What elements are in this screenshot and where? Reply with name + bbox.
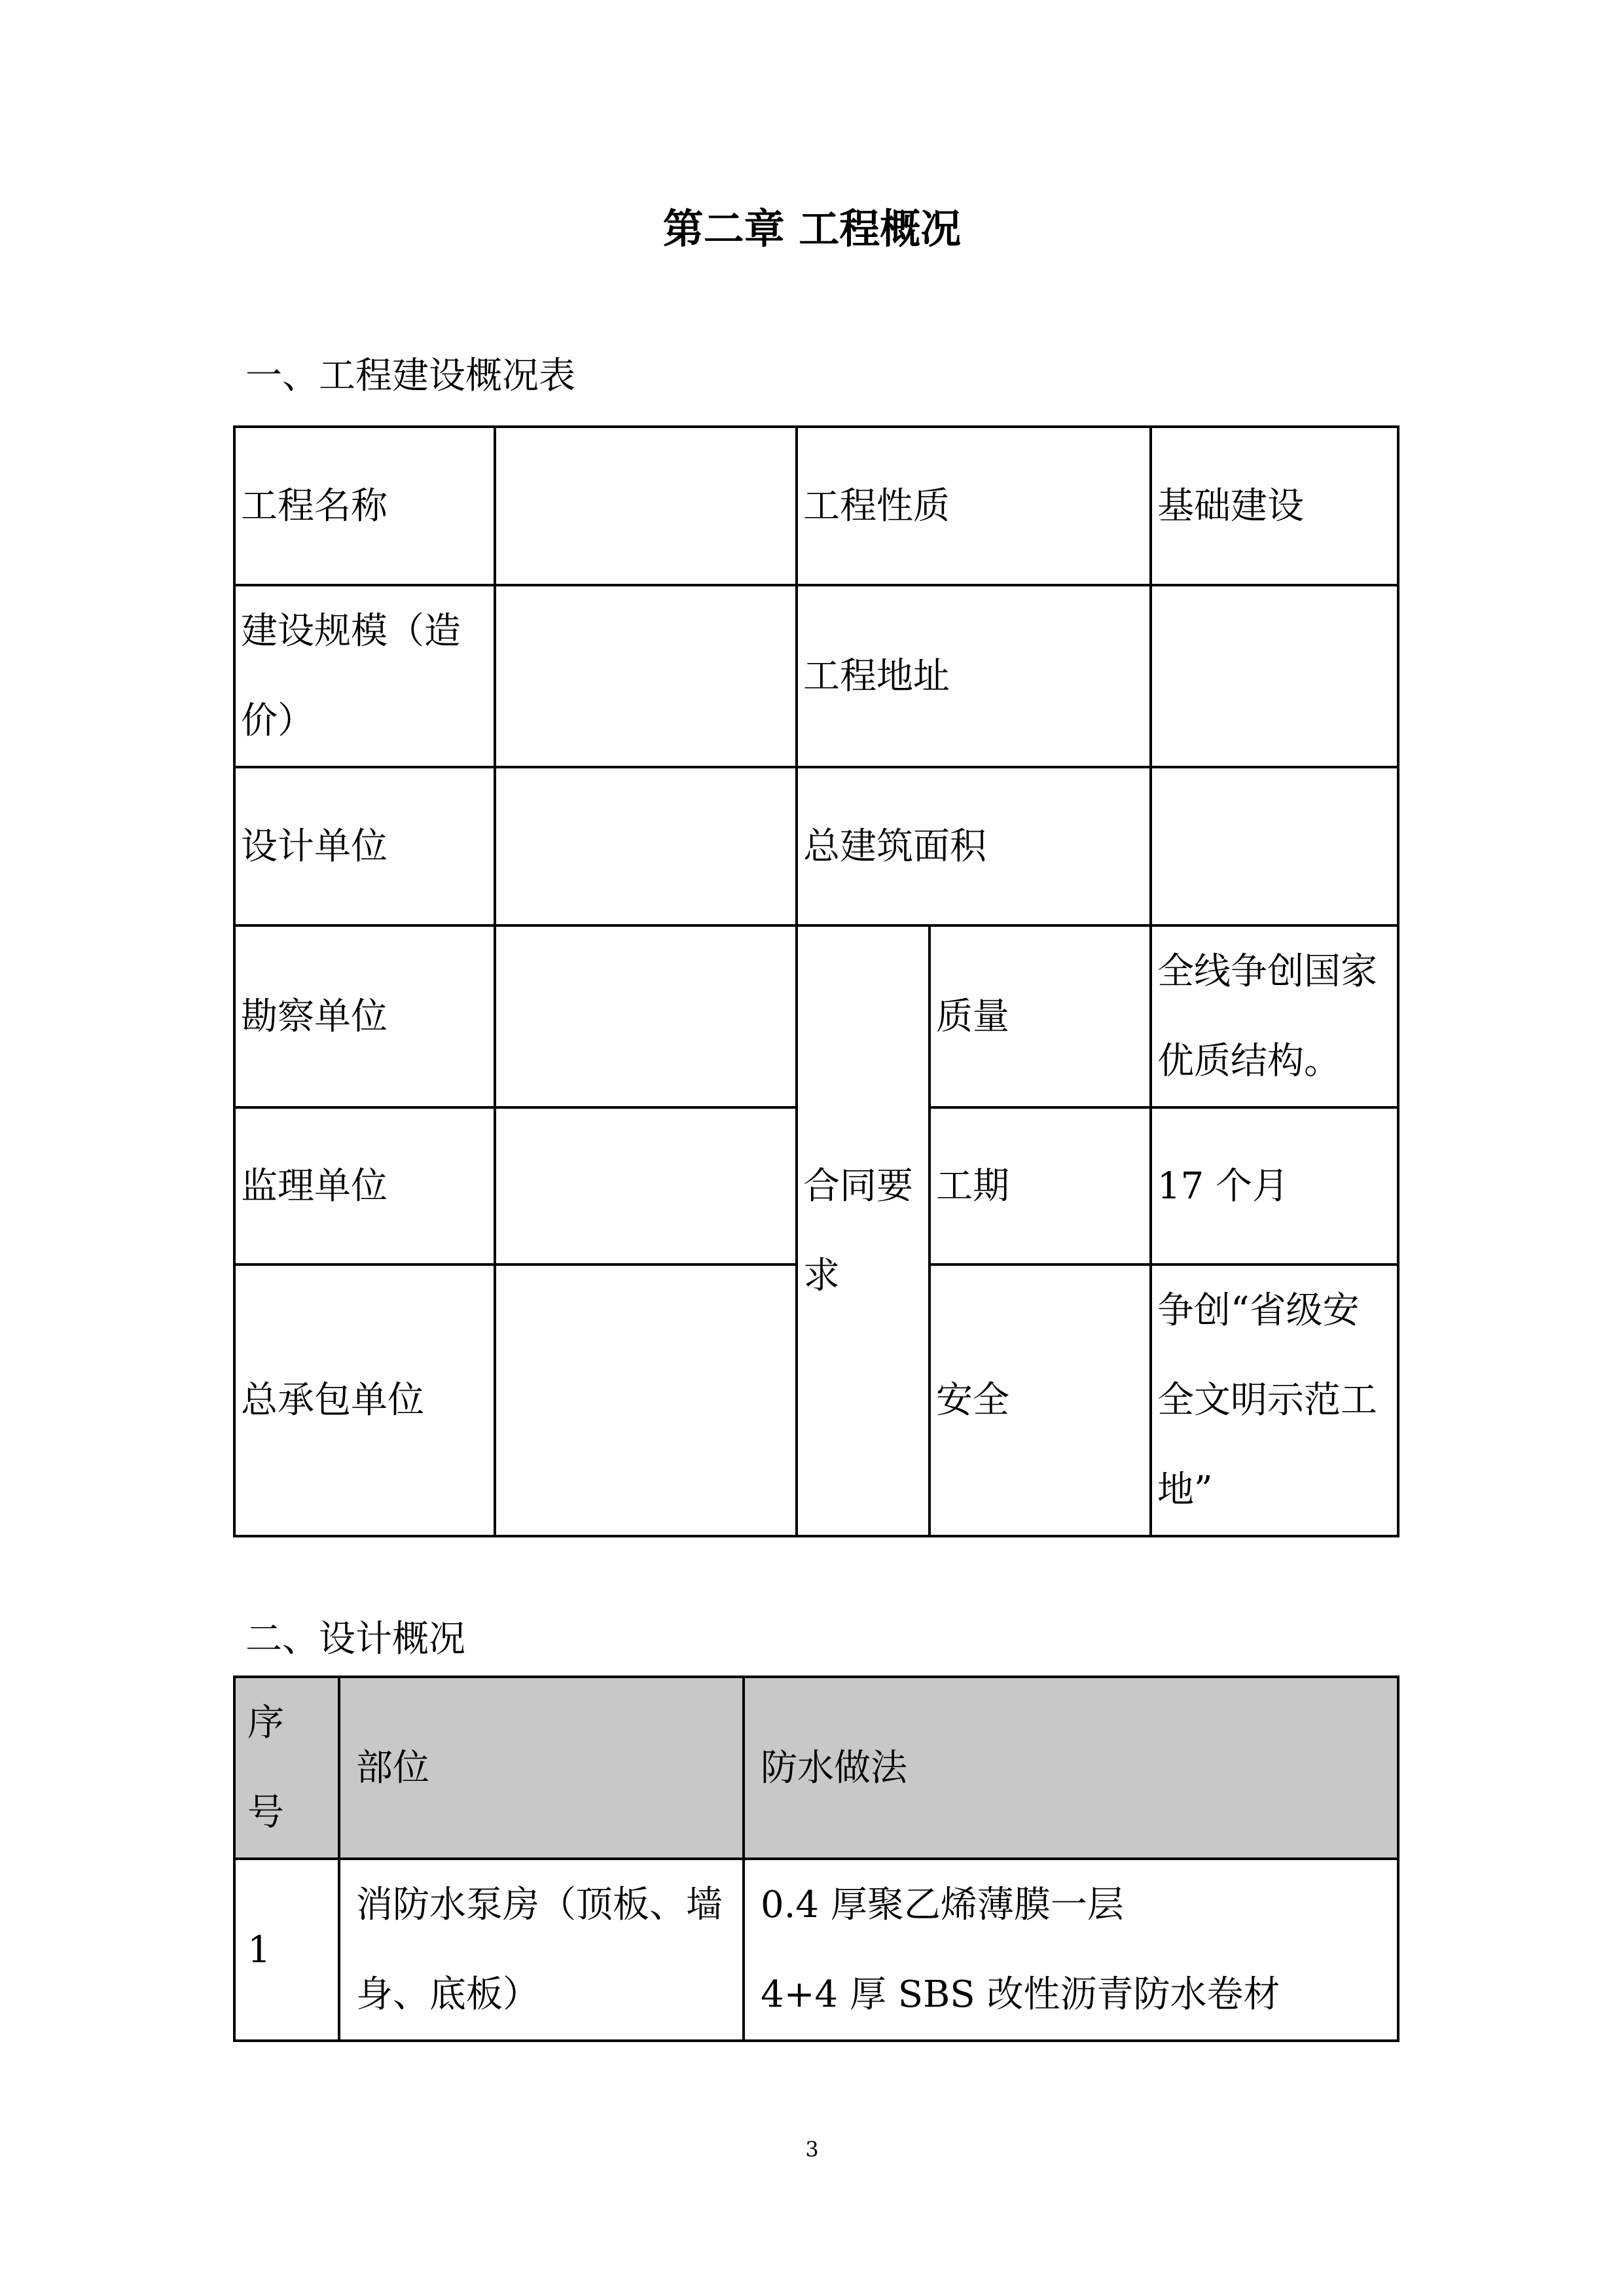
label-project-nature: 工程性质 <box>797 427 1151 585</box>
cell-part <box>339 1859 744 2041</box>
cell-method <box>744 1859 1398 2041</box>
table-header-row <box>234 1677 1398 1859</box>
table-row <box>234 427 1398 585</box>
label-line: 价） <box>241 700 314 742</box>
value-design-unit <box>495 767 797 925</box>
label-duration: 工期 <box>929 1107 1151 1265</box>
header-line: 号 <box>247 1791 284 1834</box>
value-survey-unit <box>495 925 797 1107</box>
section-heading-design-overview: 二、设计概况 <box>245 1618 465 1660</box>
label-line: 合同要 <box>803 1164 913 1208</box>
table-row <box>234 925 1398 1107</box>
value-duration: 17 个月 <box>1151 1107 1398 1265</box>
value-line: 地” <box>1157 1469 1213 1511</box>
page-number: 3 <box>805 2137 819 2162</box>
label-contract-requirements <box>797 925 929 1536</box>
design-overview-table <box>233 1676 1399 2042</box>
label-design-unit: 设计单位 <box>234 767 495 925</box>
value-line: 争创“省级安 <box>1157 1289 1360 1332</box>
value-project-name <box>495 427 797 585</box>
header-method: 防水做法 <box>744 1677 1398 1859</box>
section-heading-overview-table: 一、工程建设概况表 <box>245 355 575 397</box>
label-safety: 安全 <box>929 1265 1151 1536</box>
header-part: 部位 <box>339 1677 744 1859</box>
cell-line: 身、底板） <box>356 1973 539 2016</box>
label-supervision-unit: 监理单位 <box>234 1107 495 1265</box>
table-row <box>234 767 1398 925</box>
label-construction-scale <box>234 585 495 767</box>
header-no <box>234 1677 339 1859</box>
table-row <box>234 1859 1398 2041</box>
cell-line: 4+4 厚 SBS 改性沥青防水卷材 <box>761 1973 1280 2016</box>
value-project-nature: 基础建设 <box>1151 427 1398 585</box>
label-project-address: 工程地址 <box>797 585 1151 767</box>
project-overview-table <box>233 425 1399 1537</box>
label-survey-unit: 勘察单位 <box>234 925 495 1107</box>
value-quality <box>1151 925 1398 1107</box>
header-line: 序 <box>247 1702 284 1744</box>
value-line: 全文明示范工 <box>1157 1379 1377 1422</box>
chapter-title: 第二章 工程概况 <box>662 205 962 253</box>
value-construction-scale <box>495 585 797 767</box>
cell-line: 消防水泵房（顶板、墙 <box>356 1884 723 1926</box>
label-line: 建设规模（造 <box>241 610 461 653</box>
value-supervision-unit <box>495 1107 797 1265</box>
table-row <box>234 585 1398 767</box>
label-line: 求 <box>803 1254 840 1297</box>
value-line: 全线争创国家 <box>1157 950 1377 993</box>
label-total-area: 总建筑面积 <box>797 767 1151 925</box>
label-general-contractor: 总承包单位 <box>234 1265 495 1536</box>
label-quality: 质量 <box>929 925 1151 1107</box>
value-general-contractor <box>495 1265 797 1536</box>
value-line: 优质结构。 <box>1157 1040 1341 1083</box>
cell-no: 1 <box>234 1859 339 2041</box>
cell-line: 0.4 厚聚乙烯薄膜一层 <box>761 1884 1124 1926</box>
value-safety <box>1151 1265 1398 1536</box>
label-project-name: 工程名称 <box>234 427 495 585</box>
value-total-area <box>1151 767 1398 925</box>
value-project-address <box>1151 585 1398 767</box>
